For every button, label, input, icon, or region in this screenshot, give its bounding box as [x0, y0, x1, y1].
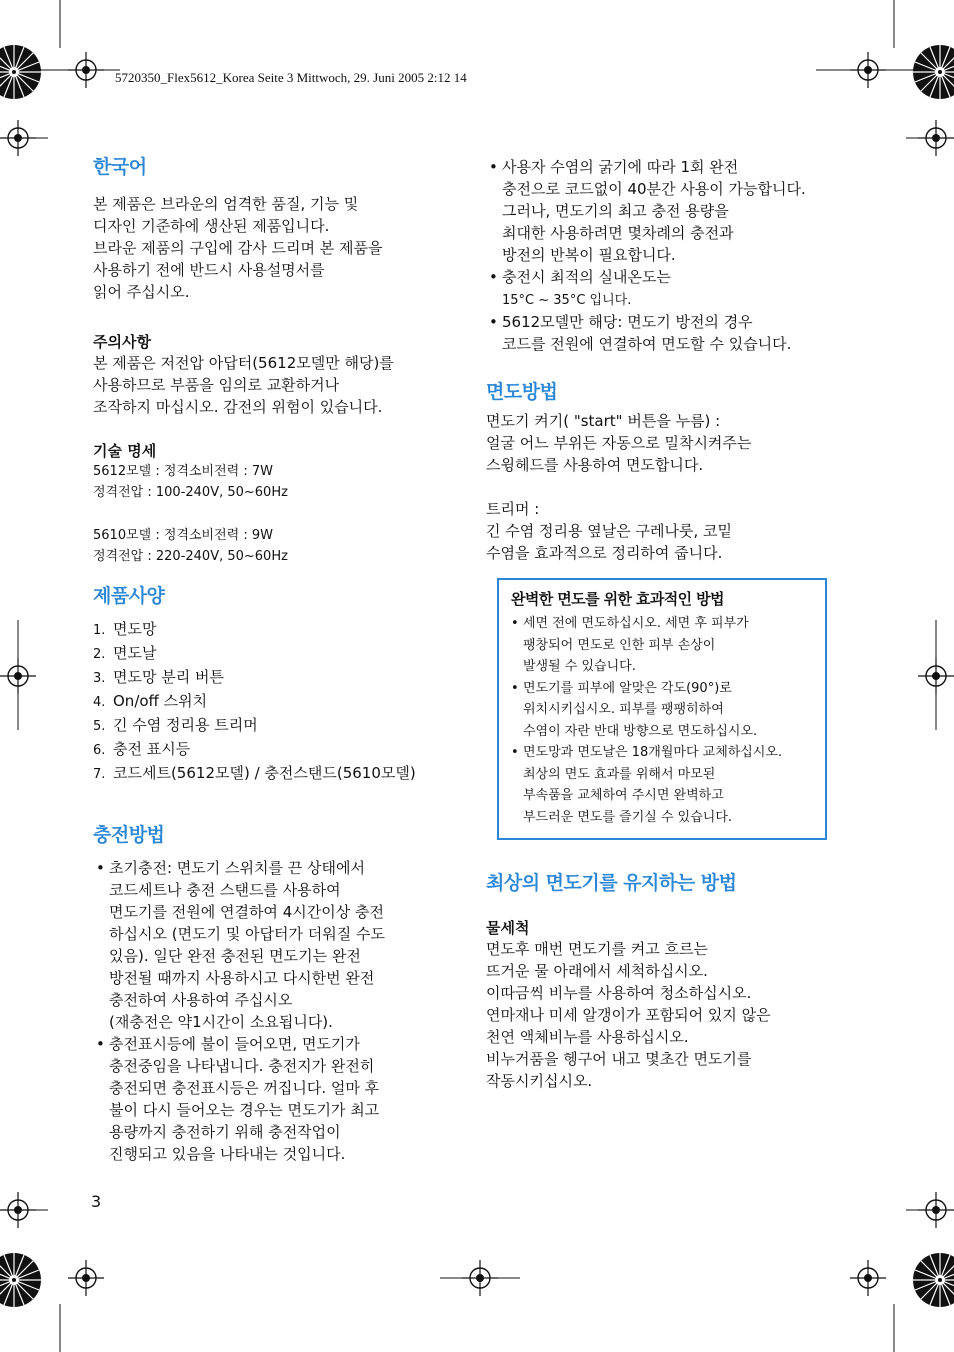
crosshair-mark [850, 1260, 886, 1296]
spec-5612: 5612모델 : 정격소비전력 : 7W 정격전압 : 100-240V, 50~60Hz [93, 464, 288, 500]
list-item: 5. 긴 수염 정리용 트리머 [93, 716, 258, 734]
parts-heading: 제품사양 [93, 585, 165, 607]
shaving-heading: 면도방법 [486, 381, 558, 403]
caution-paragraph: 본 제품은 저전압 아답터(5612모델만 해당)를 사용하므로 부품을 임의로 교환하거나 조작하지 마십시오. 감전의 위험이 있습니다. [93, 354, 394, 416]
right-column [486, 156, 864, 1092]
spec-5610: 5610모델 : 정격소비전력 : 9W 정격전압 : 220-240V, 50~60Hz [93, 528, 288, 564]
list-item: 1. 면도망 [93, 620, 157, 638]
left-column [93, 152, 465, 1165]
list-item: • 면도기를 피부에 알맞은 각도(90°)로 위치시키십시오. 피부를 팽팽히하여 수염이 자란 반대 방향으로 면도하십시오. [511, 678, 815, 743]
crosshair-mark [850, 52, 886, 88]
list-item: • 충전시 최적의 실내온도는 15°C ~ 35°C 입니다. [486, 266, 864, 311]
list-item: 7. 코드세트(5612모델) / 충전스탠드(5610모델) [93, 764, 416, 782]
tips-list [511, 613, 815, 828]
list-item: 4. On/off 스위치 [93, 692, 208, 710]
page-number: 3 [91, 1192, 102, 1211]
list-item: • 사용자 수염의 굵기에 따라 1회 완전 충전으로 코드없이 40분간 사용이 가능합니다. 그러나, 면도기의 최고 충전 용량을 최대한 사용하려면 몇차례의 충전과 방전의 반복이 필요합니다. [486, 156, 864, 266]
tips-heading: 완벽한 면도를 위한 효과적인 방법 [511, 590, 724, 608]
list-item: 2. 면도날 [93, 644, 157, 662]
crosshair-mark [918, 1192, 954, 1228]
list-item: 3. 면도망 분리 버튼 [93, 668, 224, 686]
crosshair-mark [68, 52, 104, 88]
trimmer-paragraph: 트리머 : 긴 수염 정리용 옆날은 구레나룻, 코밑 수염을 효과적으로 정리하여 줍니다. [486, 500, 732, 562]
charging-list-continued [486, 156, 864, 355]
crosshair-mark [0, 1192, 36, 1228]
list-item: • 초기충전: 면도기 스위치를 끈 상태에서 코드세트나 충전 스탠드를 사용하여 면도기를 전원에 연결하여 4시간이상 충전 하십시오 (면도기 및 아답터가 더워질 수도 있음). 일단 완전 충전된 면도기는 완전 방전될 때까지 사용하시고 다시한번 완전 충전하여 사용하여 주십시오 (재충전은 약1시간이 소요됩니다). [93, 857, 465, 1033]
shaving-paragraph: 면도기 켜기( "start" 버튼을 누름) : 얼굴 어느 부위든 자동으로 밀착시켜주는 스윙헤드를 사용하여 면도합니다. [486, 412, 752, 474]
shaving-tips-box [497, 578, 827, 840]
starburst-mark-top-right [913, 45, 954, 99]
crosshair-mark [918, 658, 954, 694]
list-item: • 세면 전에 면도하십시오. 세면 후 피부가 팽창되어 면도로 인한 피부 손상이 발생될 수 있습니다. [511, 613, 815, 678]
starburst-mark-bottom-left [0, 1253, 41, 1307]
crosshair-mark [0, 120, 36, 156]
crosshair-mark [68, 1260, 104, 1296]
print-slug-header: 5720350_Flex5612_Korea Seite 3 Mittwoch, 29. Juni 2005 2:12 14 [115, 70, 467, 85]
list-item: 6. 충전 표시등 [93, 740, 191, 758]
starburst-mark-bottom-right [913, 1253, 954, 1307]
crosshair-mark [0, 658, 36, 694]
cleaning-heading: 물세척 [486, 919, 530, 937]
crosshair-mark [462, 1260, 498, 1296]
language-title: 한국어 [93, 156, 147, 178]
crosshair-mark [918, 120, 954, 156]
care-heading: 최상의 면도기를 유지하는 방법 [486, 872, 737, 894]
caution-heading: 주의사항 [93, 333, 151, 351]
charging-heading: 충전방법 [93, 824, 165, 846]
parts-list [93, 618, 465, 786]
charging-list [93, 857, 465, 1165]
starburst-mark-top-left [0, 45, 41, 99]
intro-paragraph: 본 제품은 브라운의 엄격한 품질, 기능 및 디자인 기준하에 생산된 제품입니다. 브라운 제품의 구입에 감사 드리며 본 제품을 사용하기 전에 반드시 사용설명서를 읽어 주십시오. [93, 195, 383, 301]
spec-heading: 기술 명세 [93, 442, 157, 460]
list-item: • 충전표시등에 불이 들어오면, 면도기가 충전중임을 나타냅니다. 충전지가 완전히 충전되면 충전표시등은 꺼집니다. 얼마 후 불이 다시 들어오는 경우는 면도기가 최고 용량까지 충전하기 위해 충전작업이 진행되고 있음을 나타내는 것입니다. [93, 1033, 465, 1165]
cleaning-paragraph: 면도후 매번 면도기를 켜고 흐르는 뜨거운 물 아래에서 세척하십시오. 이따금씩 비누를 사용하여 청소하십시오. 연마재나 미세 알갱이가 포함되어 있지 않은 천연 액체비누를 사용하십시오. 비누거품을 헹구어 내고 몇초간 면도기를 작동시키십시오. [486, 940, 771, 1090]
list-item: • 5612모델만 해당: 면도기 방전의 경우 코드를 전원에 연결하여 면도할 수 있습니다. [486, 311, 864, 355]
list-item: • 면도망과 면도날은 18개월마다 교체하십시오. 최상의 면도 효과를 위해서 마모된 부속품을 교체하여 주시면 완벽하고 부드러운 면도를 즐기실 수 있습니다. [511, 742, 815, 828]
